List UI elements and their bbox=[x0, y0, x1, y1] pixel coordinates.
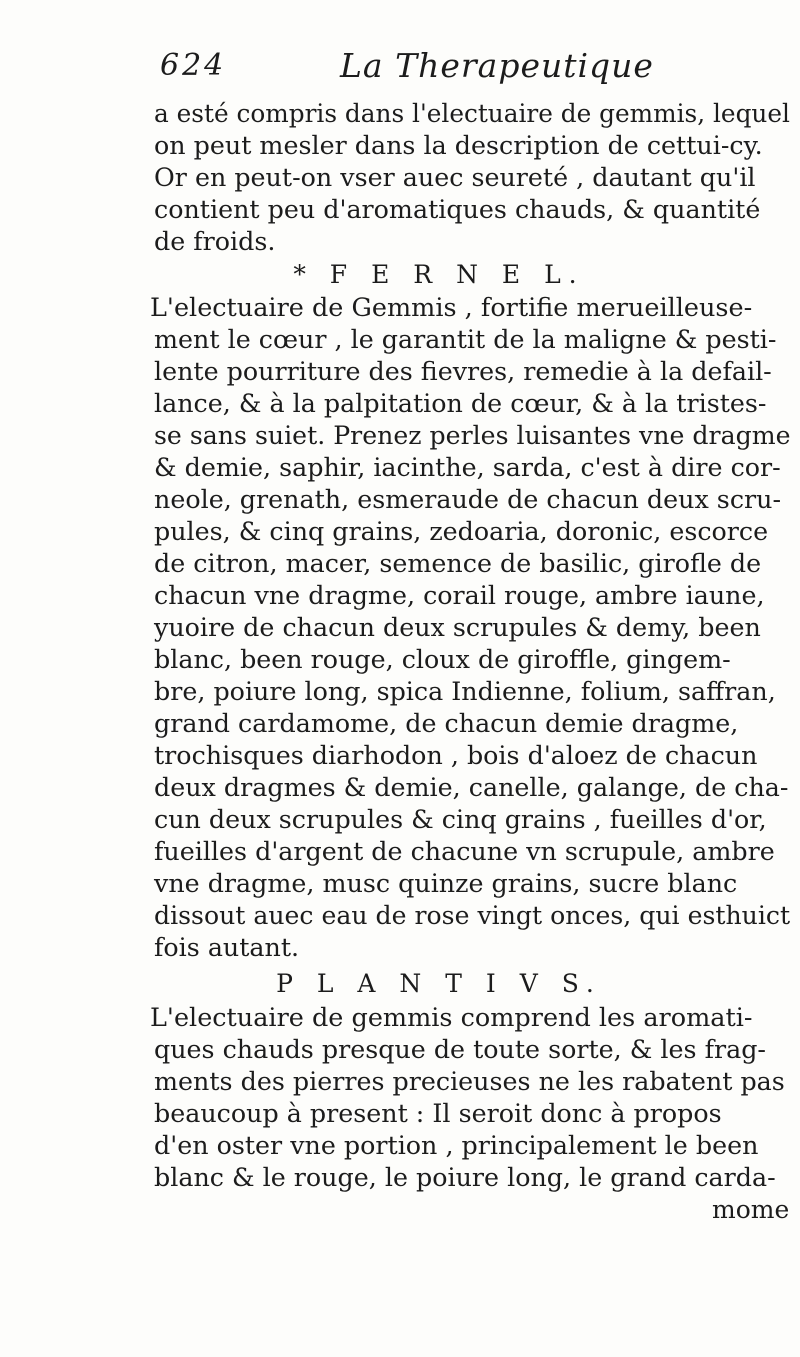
text-line: lance, & à la palpitation de cœur, & à la tristes- bbox=[154, 389, 767, 419]
section-heading-plantius: P L A N T I V S. bbox=[276, 969, 602, 998]
text-line: bre, poiure long, spica Indienne, folium, saffran, bbox=[154, 677, 776, 707]
text-line: Or en peut-on vser auec seureté , dautant qu'il bbox=[154, 163, 756, 193]
text-line: ments des pierres precieuses ne les rabatent pas bbox=[154, 1067, 785, 1097]
text-line: blanc & le rouge, le poiure long, le grand carda- bbox=[154, 1163, 776, 1193]
text-line: vne dragme, musc quinze grains, sucre blanc bbox=[154, 869, 738, 899]
text-line: se sans suiet. Prenez perles luisantes vne dragme bbox=[154, 421, 791, 451]
text-line: trochisques diarhodon , bois d'aloez de chacun bbox=[154, 741, 758, 771]
text-line: de froids. bbox=[154, 227, 276, 257]
text-line: beaucoup à present : Il seroit donc à propos bbox=[154, 1099, 722, 1129]
text-line: & demie, saphir, iacinthe, sarda, c'est à dire cor- bbox=[154, 453, 781, 483]
text-line: ques chauds presque de toute sorte, & les frag- bbox=[154, 1035, 766, 1065]
text-line: d'en oster vne portion , principalement le been bbox=[154, 1131, 759, 1161]
text-line: pules, & cinq grains, zedoaria, doronic, escorce bbox=[154, 517, 769, 547]
text-line: chacun vne dragme, corail rouge, ambre iaune, bbox=[154, 581, 765, 611]
text-line: deux dragmes & demie, canelle, galange, de cha- bbox=[154, 773, 789, 803]
text-line: grand cardamome, de chacun demie dragme, bbox=[154, 709, 739, 739]
text-line: neole, grenath, esmeraude de chacun deux scru- bbox=[154, 485, 782, 515]
running-head: La Therapeutique bbox=[340, 46, 654, 85]
text-line: fois autant. bbox=[154, 933, 300, 963]
text-line: fueilles d'argent de chacune vn scrupule, ambre bbox=[154, 837, 775, 867]
catchword: mome bbox=[712, 1195, 790, 1224]
page-number: 624 bbox=[160, 48, 227, 83]
text-line: dissout auec eau de rose vingt onces, qui esthuict bbox=[154, 901, 791, 931]
text-line: lente pourriture des fievres, remedie à la defail- bbox=[154, 357, 772, 387]
page-header bbox=[160, 48, 720, 94]
text-line: yuoire de chacun deux scrupules & demy, been bbox=[154, 613, 761, 643]
text-line: cun deux scrupules & cinq grains , fueilles d'or, bbox=[154, 805, 767, 835]
text-line: blanc, been rouge, cloux de giroffle, gingem- bbox=[154, 645, 731, 675]
section-heading-fernel: * F E R N E L. bbox=[293, 260, 585, 289]
text-line: L'electuaire de gemmis comprend les aromati- bbox=[150, 1003, 753, 1033]
text-line: contient peu d'aromatiques chauds, & quantité bbox=[154, 195, 761, 225]
text-line: de citron, macer, semence de basilic, girofle de bbox=[154, 549, 762, 579]
text-line: L'electuaire de Gemmis , fortifie merueilleuse- bbox=[150, 293, 753, 323]
text-line: a esté compris dans l'electuaire de gemmis, lequel bbox=[154, 99, 790, 129]
text-line: ment le cœur , le garantit de la maligne & pesti- bbox=[154, 325, 777, 355]
text-line: on peut mesler dans la description de cettui-cy. bbox=[154, 131, 763, 161]
